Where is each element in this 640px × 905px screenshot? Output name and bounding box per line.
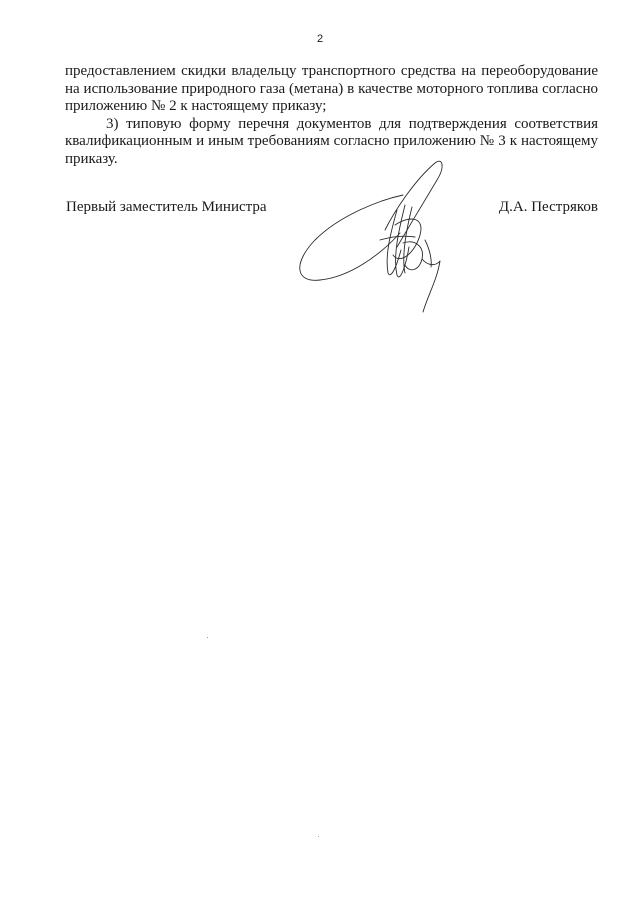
- paragraph-continuation: предоставлением скидки владельцу транспортного средства на переоборудование на использование природного газа (метана) в качестве моторного топлива согласно приложению № 2 к настоящему приказу;: [65, 63, 598, 114]
- paragraph-item-3: 3) типовую форму перечня документов для подтверждения соответствия квалификационным и иным требованиям согласно приложению № 3 к настоящему приказу.: [65, 115, 598, 167]
- document-body: [65, 63, 598, 168]
- handwritten-signature: [285, 155, 460, 315]
- scan-speck: [318, 836, 319, 837]
- signatory-name: Д.А. Пестряков: [498, 199, 598, 215]
- signatory-position: Первый заместитель Министра: [66, 199, 267, 215]
- page-number: 2: [316, 33, 324, 45]
- scan-speck: [207, 637, 208, 638]
